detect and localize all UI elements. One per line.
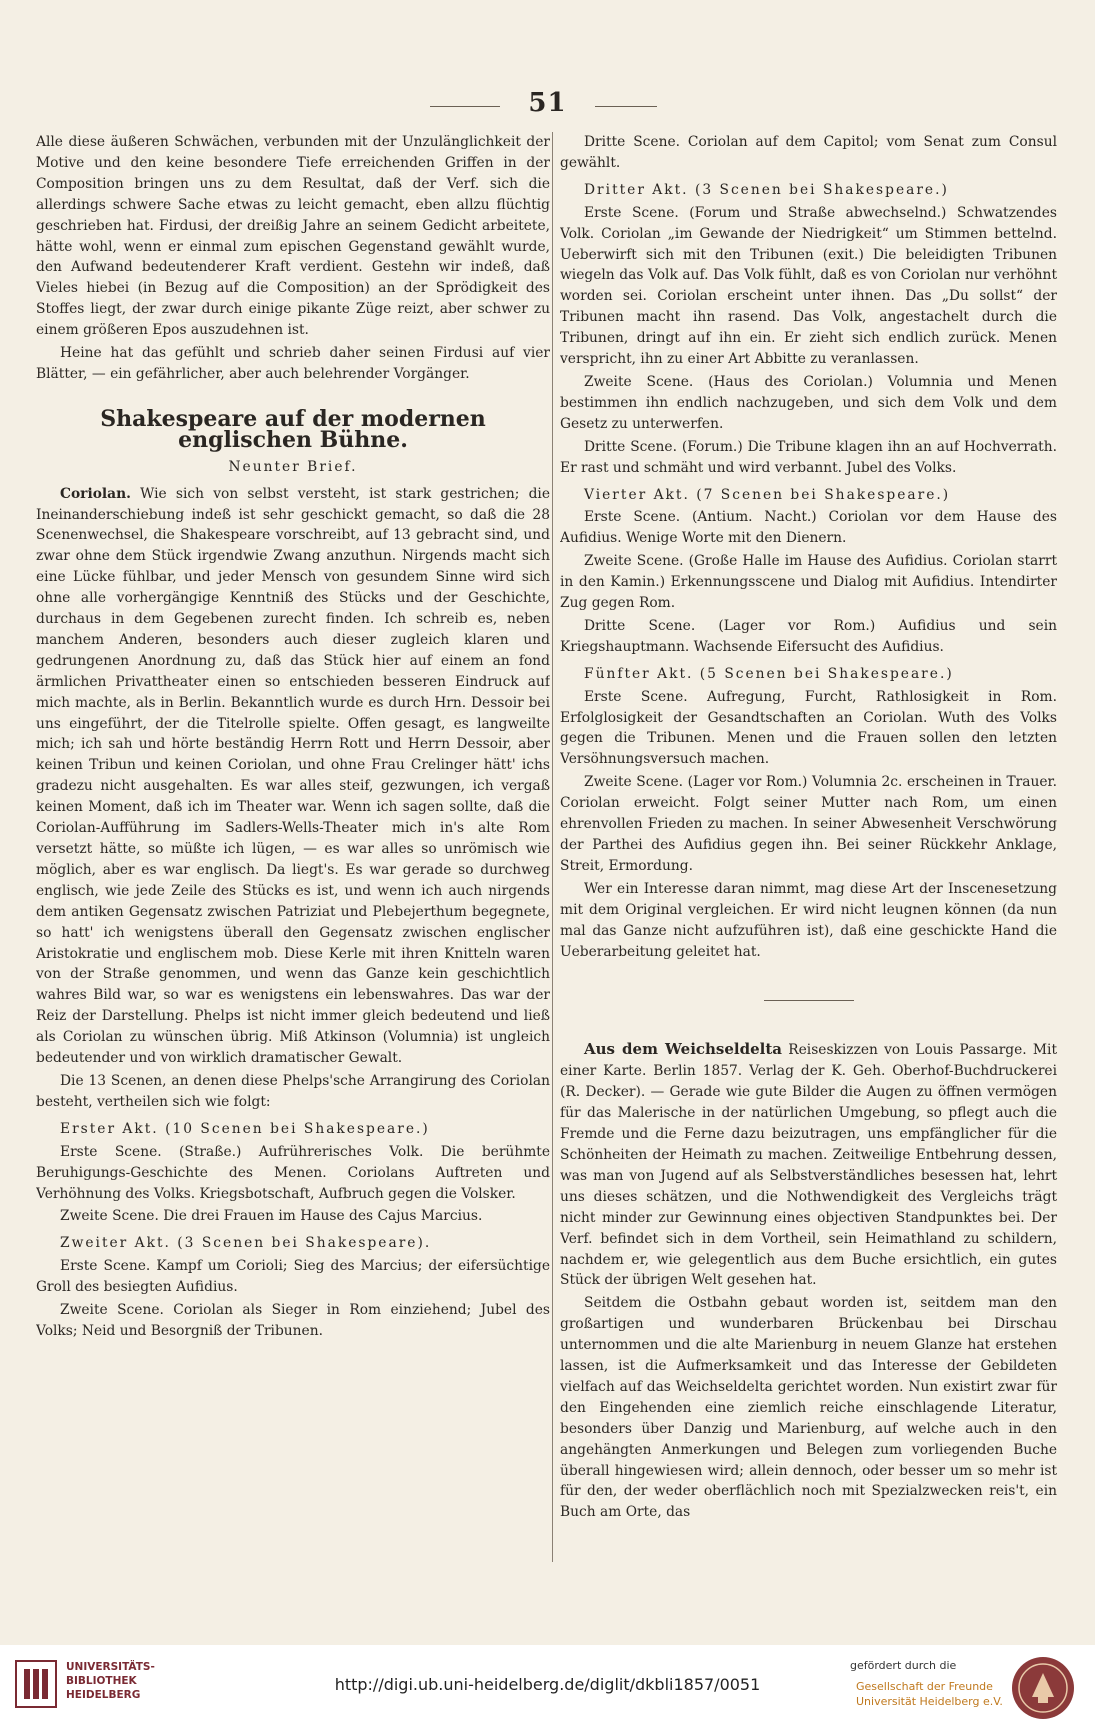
review-paragraph-2: Seitdem die Ostbahn gebaut worden ist, seitdem man den großartigen und wunderbaren Brückenbau bei Dirschau unternommen und die alte Marienburg in neuem Glanze hat erstehen lassen, ist die Aufmerksamkeit und das Interesse der Gebildeten vielfach auf das Weichseldelta gerichtet worden. Nun existirt zwar für den Eingehenden eine ziemlich reiche einschlagende Literatur, besonders über Danzig und Marienburg, auf welche auch in den angehängten Anmerkungen und Belegen zum vorliegenden Buche überall hingewiesen wird; allein dennoch, oder besser um so mehr ist für den, der weder oberflächlich noch mit Spezialzwecken reis't, ein Buch am Orte, das [560,1295,1057,1521]
act-heading: Zweiter Akt. (3 Scenen bei Shakespeare). [60,1235,432,1252]
library-name-line: BIBLIOTHEK [66,1675,137,1687]
scene-entry: Erste Scene. Aufregung, Furcht, Rathlosigkeit in Rom. Erfolglosigkeit der Gesandtschaften an Coriolan. Wuth des Volks gegen die Tribunen. Menen und die Frauen sollen den letzten Versöhnungsversuch machen. [560,688,1057,768]
scene-entry: Zweite Scene. (Haus des Coriolan.) Volumnia und Menen bestimmen ihn endlich nachzugeben, und sich dem Volk und dem Gesetz zu unterwerfen. [560,373,1057,432]
scene-entry: Erste Scene. (Straße.) Aufrührerisches Volk. Die berühmte Beruhigungs-Geschichte des Menen. Coriolans Auftreten und Verhöhnung des Volks. Kriegsbotschaft, Aufbruch gegen die Volsker. [36,1143,550,1202]
funder-name-line: Gesellschaft der Freunde [856,1680,993,1693]
page-number: 51 [528,88,567,118]
act-heading: Dritter Akt. (3 Scenen bei Shakespeare.) [584,181,949,198]
act-heading: Vierter Akt. (7 Scenen bei Shakespeare.) [584,486,951,503]
scene-entry: Dritte Scene. Coriolan auf dem Capitol; vom Senat zum Consul gewählt. [560,134,1057,171]
column-divider [552,132,553,1562]
intro-paragraph: Heine hat das gefühlt und schrieb daher seinen Firdusi auf vier Blätter, — ein gefährlicher, aber auch belehrender Vorgänger. [36,345,550,382]
act-heading: Fünfter Akt. (5 Scenen bei Shakespeare.) [584,665,954,682]
footer-bar [0,1645,1095,1730]
funded-by-label: gefördert durch die [850,1659,957,1672]
scene-entry: Zweite Scene. Die drei Frauen im Hause des Cajus Marcius. [60,1208,483,1225]
funder-name [856,1679,1003,1709]
right-column [560,132,1057,1561]
review-text: Reiseskizzen von Louis Passarge. Mit einer Karte. Berlin 1857. Verlag der K. Geh. Oberhof-Buchdruckerei (R. Decker). — Gerade wie gute Bilder die Augen zu öffnen vermögen für das Malerische in der natürlichen Umgebung, so pflegt auch die Fremde und die Ferne dazu beizutragen, uns empfänglicher für die Schönheiten der Heimath zu machen. Zeitweilige Entbehrung dessen, was man von Jugend auf als Selbstverständliches besessen hat, lehrt uns dieses schätzen, und die Nothwendigkeit des Vergleichs trägt nicht minder zur Gewinnung eines objectiven Standpunktes bei. Der Verf. befindet sich in dem Vortheil, sein Heimathland zu schildern, nachdem er, wie gelegentlich aus dem Buche ersichtlich, ein gutes Stück der übrigen Welt gesehen hat. [560,1042,1057,1289]
closing-paragraph: Wer ein Interesse daran nimmt, mag diese Art der Inscenesetzung mit dem Original vergleichen. Er wird nicht leugnen können (da nun mal das Ganze nicht aufzuführen ist), daß eine geschickte Hand die Ueberarbeitung geleitet hat. [560,880,1057,960]
funder-name-line: Universität Heidelberg e.V. [856,1695,1003,1708]
header-rule-right [595,106,657,107]
library-name-line: UNIVERSITÄTS- [66,1661,155,1673]
intro-paragraph: Alle diese äußeren Schwächen, verbunden mit der Unzulänglichkeit der Motive und den keine besondere Tiefe erreichenden Griffen in der Composition bringen uns zu dem Resultat, daß der Verf. sich die allerdings schwere Sache etwas zu leicht gemacht, eben allzu flüchtig geschrieben hat. Firdusi, der dreißig Jahre an seinem Gedicht arbeitete, hätte wohl, wenn er einmal zum epischen Gegenstand gewählt wurde, den Aufwand bedeutenderer Kraft verdient. Gestehn wir indeß, daß Vieles hiebei (in Bezug auf die Composition) an der Sprödigkeit des Stoffes liegt, der zwar durch einige pikante Züge reizt, aber schwer zu einem größeren Epos auszudehnen ist. [36,134,550,339]
scene-entry: Erste Scene. (Antium. Nacht.) Coriolan vor dem Hause des Aufidius. Wenige Worte mit den Dienern. [560,509,1057,547]
scene-entry: Dritte Scene. (Forum.) Die Tribune klagen ihn an auf Hochverrath. Er rast und schmäht und wird verbannt. Jubel des Volks. [560,438,1057,476]
left-column [36,132,550,1561]
coriolan-paragraph [36,484,550,1069]
scene-entry: Zweite Scene. (Große Halle im Hause des Aufidius. Coriolan starrt in den Kamin.) Erkennungsscene und Dialog mit Aufidius. Intendirter Zug gegen Rom. [560,553,1057,612]
coriolan-text: Wie sich von selbst versteht, ist stark gestrichen; die Ineinanderschiebung indeß ist sehr geschickt gemacht, so daß die 28 Scenenwechsel, die Shakespeare vorschreibt, auf 13 gebracht sind, und zwar ohne dem Stück irgendwie Zwang anzuthun. Nirgends macht sich eine Lücke fühlbar, und jeder Mensch von gesundem Sinne wird sich ohne alle vorhergängige Kenntniß des Stücks und der Geschichte, durchaus in dem Gegebenen zurecht finden. Ich schreib es, neben manchem Anderen, besonders auch dieser zugleich klaren und gedrungenen Anordnung zu, daß das Stück hier auf einem an fond ärmlichen Privattheater einen so entschieden besseren Eindruck auf mich machte, als in Berlin. Bekanntlich wurde es durch Hrn. Dessoir bei uns eingeführt, der die Titelrolle spielte. Offen gesagt, es langweilte mich; ich sah und hörte beständig Herrn Rott und Herrn Dessoir, aber keinen Tribun und keinen Coriolan, und ohne Frau Crelinger hätt' ichs gradezu nicht ausgehalten. Es war alles steif, gezwungen, ich vergaß keinen Moment, daß ich im Theater war. Wenn ich sagen sollte, daß die Coriolan-Aufführung im Sadlers-Wells-Theater mich in's alte Rom versetzt hätte, so müßte ich lügen, — es war alles so unrömisch wie möglich, aber es war englisch. Da liegt's. Es war gerade so durchweg englisch, wie jede Zeile des Stücks es ist, und wenn ich auch nirgends dem antiken Gegensatz zwischen Patriziat und Plebejerthum begegnete, so hatt' ich wenigstens überall den Gegensatz zwischen englischer Aristokratie und englischem mob. Diese Kerle mit ihren Knitteln waren von der Straße genommen, und wenn das Ganze kein geschichtlich wahres Bild war, so war es wenigstens ein lebenswahres. Das war der Reiz der Darstellung. Phelps ist nicht immer gleich bedeutend und ließ als Coriolan zu wünschen übrig. Miß Atkinson (Volumnia) ist ungleich bedeutender und von wirklich dramatischer Gewalt. [36,485,550,1067]
university-seal-icon [1010,1655,1076,1721]
review-title: Aus dem Weichseldelta [584,1040,782,1059]
coriolan-lead: Coriolan. [60,485,131,502]
section-rule [764,1000,854,1001]
scene-entry: Erste Scene. (Forum und Straße abwechselnd.) Schwatzendes Volk. Coriolan „im Gewande der Niedrigkeit“ um Stimmen bettelnd. Ueberwirft sich mit den Tribunen (exit.) Die beleidigten Tribunen wiegeln das Volk auf. Das Volk fühlt, daß es von Coriolan nur verhöhnt worden sei. Coriolan erscheint unter ihnen. Das „Du sollst“ der Tribunen macht ihn rasend. Das Volk, angestachelt durch die Tribunen, dringt auf ihn ein. Er zieht sich endlich zurück. Menen verspricht, ihn zu einer Art Abbitte zu veranlassen. [560,204,1057,368]
library-name-line: HEIDELBERG [66,1689,141,1701]
article-subtitle: Neunter Brief. [228,458,358,475]
act-heading: Erster Akt. (10 Scenen bei Shakespeare.) [60,1120,430,1137]
article-title: Shakespeare auf der modernen englischen Bühne. [100,405,486,453]
scene-entry: Zweite Scene. Coriolan als Sieger in Rom einziehend; Jubel des Volks; Neid und Besorgniß der Tribunen. [36,1302,550,1339]
page-url[interactable]: http://digi.ub.uni-heidelberg.de/diglit/dkbli1857/0051 [334,1675,761,1694]
scene-entry: Erste Scene. Kampf um Corioli; Sieg des Marcius; der eifersüchtige Groll des besiegten Aufidius. [36,1258,550,1296]
scene-entry: Zweite Scene. (Lager vor Rom.) Volumnia 2c. erscheinen in Trauer. Coriolan erweicht. Folgt seiner Mutter nach Rom, um einen ehrenvollen Frieden zu machen. In seiner Abwesenheit Verschwörung der Parthei des Aufidius gegen ihn. Bei seiner Rückkehr Anklage, Streit, Ermordung. [560,774,1057,874]
scene-entry: Dritte Scene. (Lager vor Rom.) Aufidius und sein Kriegshauptmann. Wachsende Eifersucht des Aufidius. [560,617,1057,655]
scenes-intro: Die 13 Scenen, an denen diese Phelps'sche Arrangirung des Coriolan besteht, vertheilen sich wie folgt: [36,1072,550,1110]
review-paragraph [560,1039,1057,1291]
